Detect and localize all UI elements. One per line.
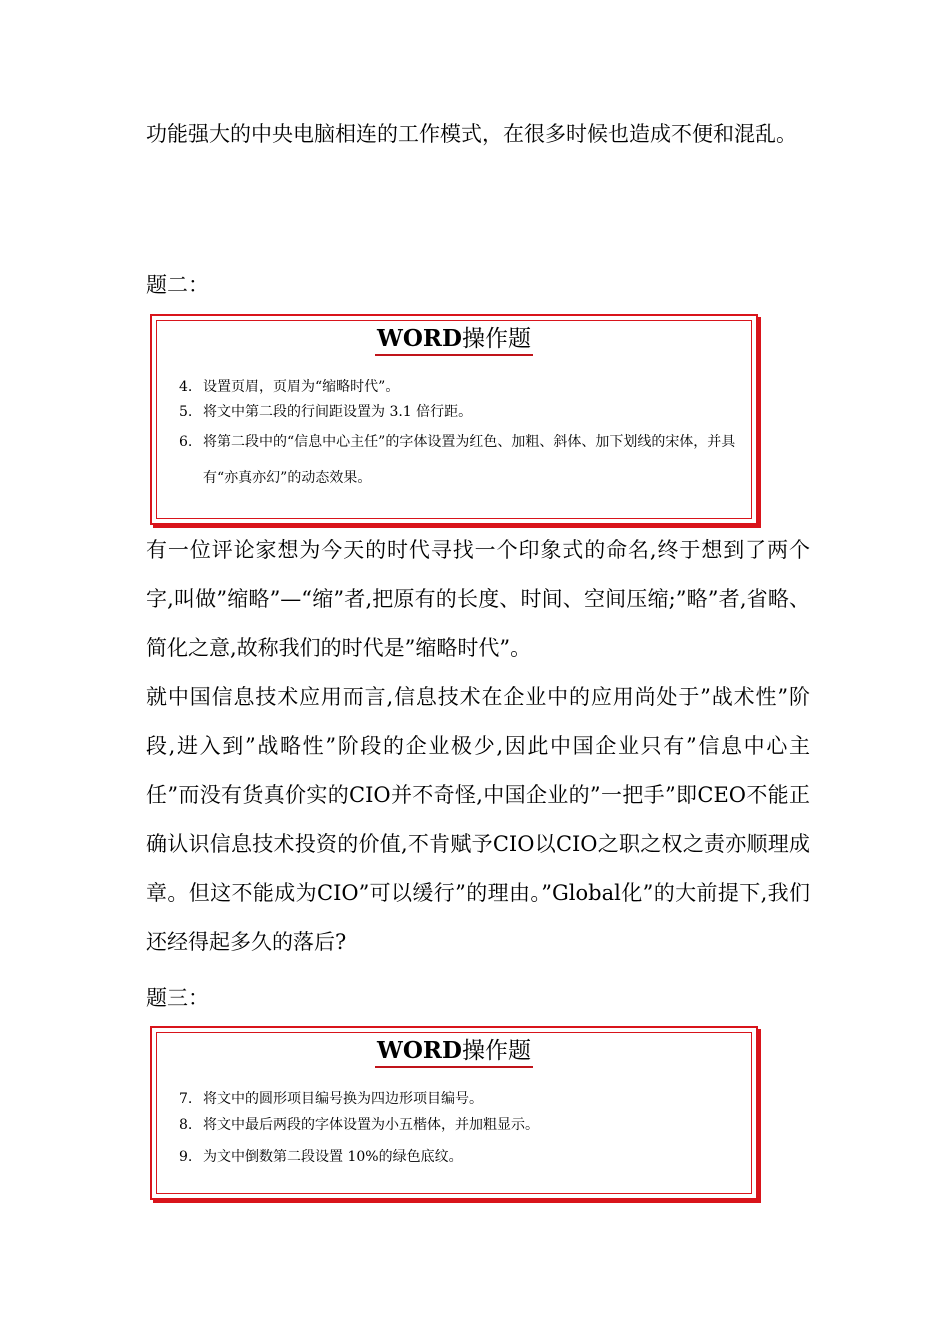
question-3-label: 题三： [146,986,209,1010]
item-text: 将文中第二段的行间距设置为 3.1 倍行距。 [203,404,473,420]
item-number: 7. [179,1091,193,1107]
question-3-box-title [152,1036,756,1068]
question-2-items [179,374,746,496]
box-title-cn: 操作题 [461,326,531,352]
list-item [179,424,746,496]
list-item [179,1086,746,1112]
item-number: 8. [179,1117,193,1133]
item-text: 将文中的圆形项目编号换为四边形项目编号。 [203,1091,483,1107]
box-title-en: WORD [377,1037,462,1064]
item-text: 设置页眉，页眉为“缩略时代”。 [203,379,400,395]
item-number: 6. [179,434,193,450]
list-item [179,400,746,424]
box-title-en: WORD [377,325,462,352]
item-text: 将文中最后两段的字体设置为小五楷体，并加粗显示。 [203,1117,539,1133]
list-item [179,1138,746,1176]
list-item [179,1112,746,1138]
list-item [179,374,746,400]
question-3-items [179,1086,746,1176]
item-number: 4. [179,379,193,395]
box-title-cn: 操作题 [461,1038,531,1064]
question-2-label: 题二： [146,273,209,297]
body-paragraph-2: 就中国信息技术应用而言,信息技术在企业中的应用尚处于”战术性”阶段,进入到”战略性”阶段的企业极少,因此中国企业只有”信息中心主任”而没有货真价实的CIO并不奇怪,中国企业的”一把手”即CEO不能正确认识信息技术投资的价值,不肯赋予CIO以CIO之职之权之责亦顺理成章。但这不能成为CIO”可以缓行”的理由。”Global化”的大前提下,我们还经得起多久的落后? [146,685,810,954]
item-text: 将第二段中的“信息中心主任”的字体设置为红色、加粗、斜体、加下划线的宋体，并具有“亦真亦幻”的动态效果。 [203,434,736,486]
item-number: 9. [179,1149,193,1165]
item-text: 为文中倒数第二段设置 10%的绿色底纹。 [203,1149,463,1165]
question-2-box [150,314,758,525]
body-paragraph-1: 有一位评论家想为今天的时代寻找一个印象式的命名,终于想到了两个字,叫做”缩略”—“缩”者,把原有的长度、时间、空间压缩;”略”者,省略、简化之意,故称我们的时代是”缩略时代”。 [146,538,810,660]
intro-paragraph: 功能强大的中央电脑相连的工作模式，在很多时候也造成不便和混乱。 [146,122,797,146]
item-number: 5. [179,404,193,420]
question-2-box-title [152,324,756,356]
question-3-box [150,1026,758,1200]
